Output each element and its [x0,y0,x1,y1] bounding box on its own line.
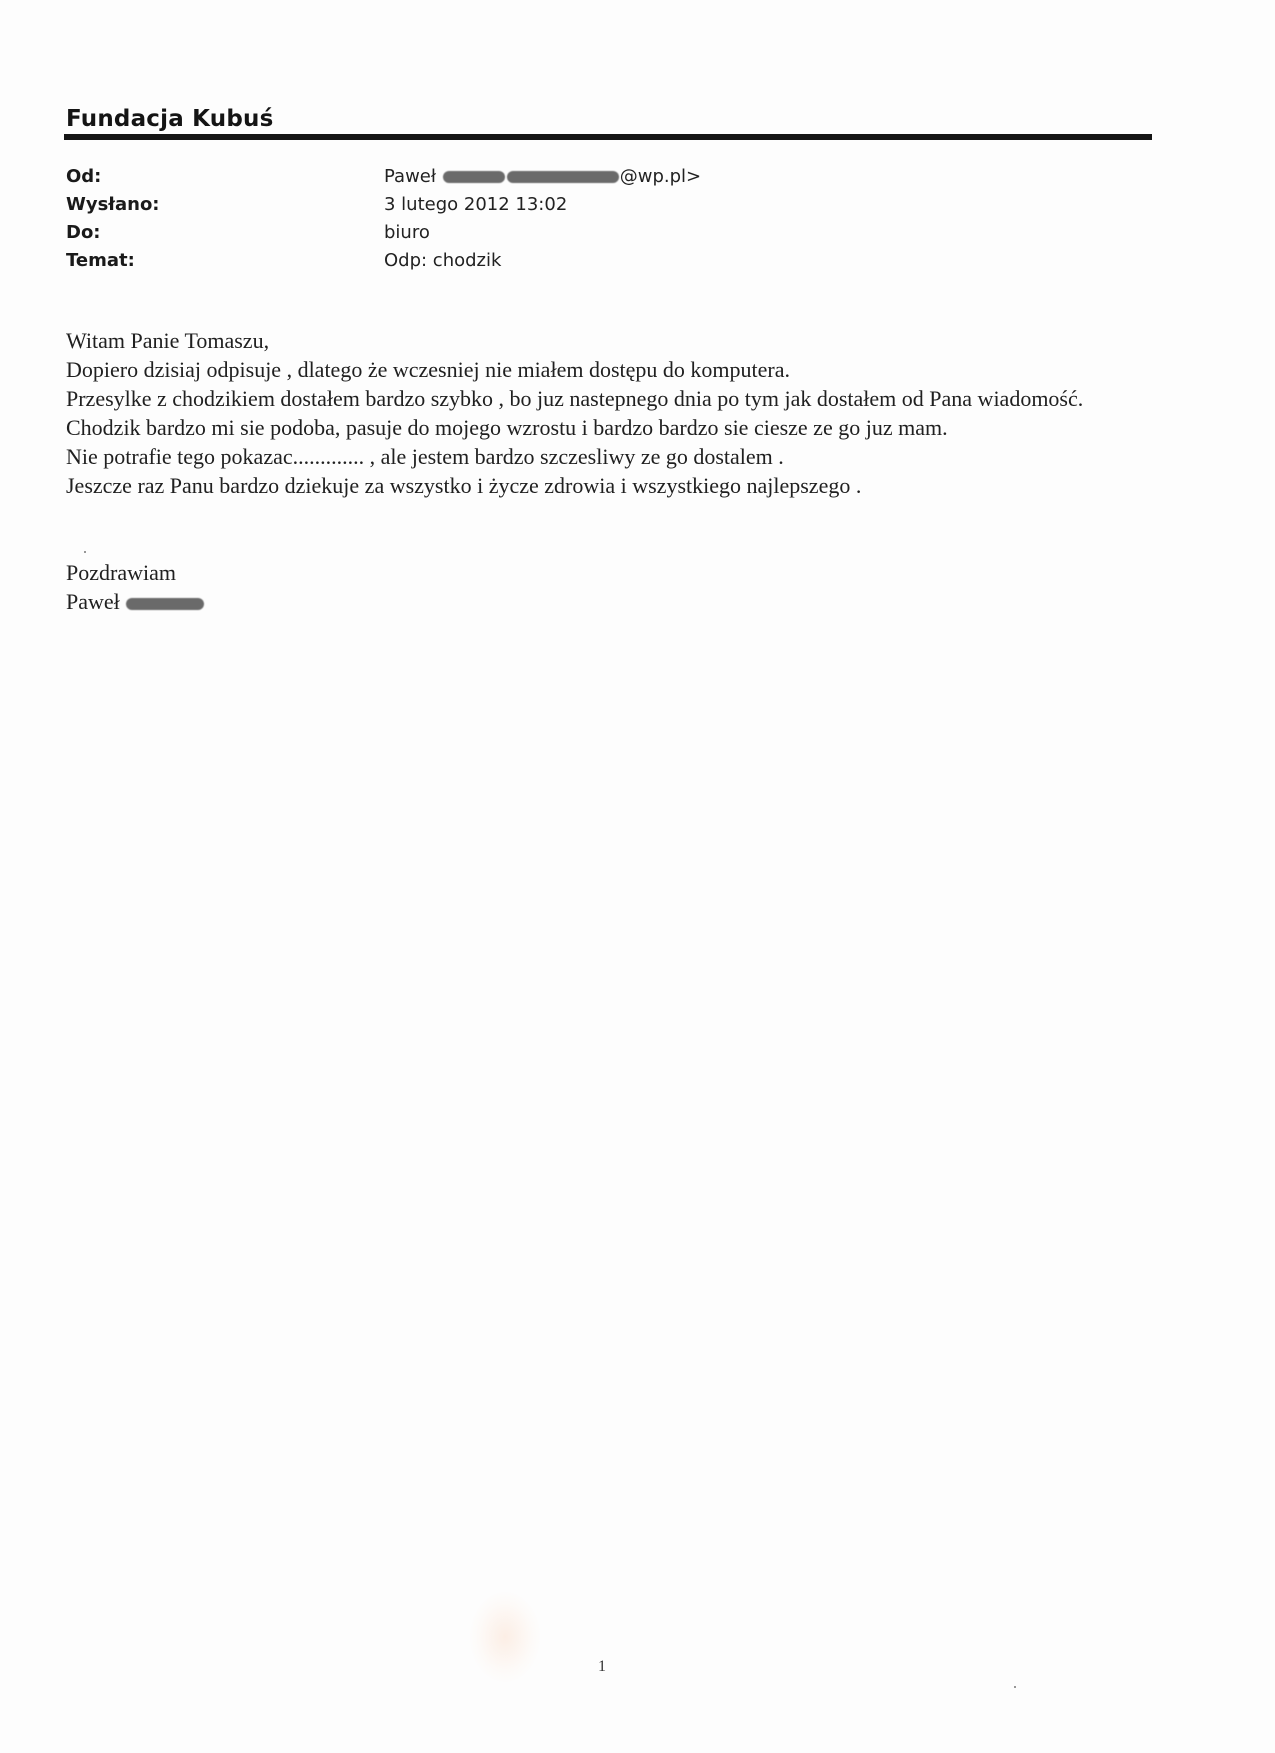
from-label: Od: [66,166,102,187]
signature [66,587,205,616]
greeting: Witam Panie Tomaszu, [66,328,270,353]
page-number: 1 [598,1658,606,1675]
body-line: Jeszcze raz Panu bardzo dziekuje za wszystko i życze zdrowia i wszystkiego najlepszego . [66,473,862,498]
body-line: Dopiero dzisiaj odpisuje , dlatego że wczesniej nie miałem dostępu do komputera. [66,357,790,382]
subject-label: Temat: [66,250,135,271]
body-line: Chodzik bardzo mi sie podoba, pasuje do mojego wzrostu i bardzo bardzo sie ciesze ze go juz mam. [66,415,948,440]
sent-value: 3 lutego 2012 13:02 [384,194,568,215]
scan-speck [84,551,86,553]
subject-value: Odp: chodzik [384,250,502,271]
from-value [384,166,701,187]
body-line: Przesylke z chodzikiem dostałem bardzo szybko , bo juz nastepnego dnia po tym jak dostałem od Pana wiadomość. [66,386,1084,411]
signature-name: Paweł [66,589,120,614]
body-line: Nie potrafie tego pokazac............. , ale jestem bardzo szczesliwy ze go dostalem . [66,444,784,469]
redacted-surname [443,171,505,183]
message-closing [66,558,205,616]
to-label: Do: [66,222,101,243]
to-value: biuro [384,222,430,243]
from-domain: @wp.pl> [619,166,702,187]
regards: Pozdrawiam [66,560,176,585]
redacted-signature-surname [126,598,204,610]
scan-speck [1014,1686,1016,1688]
organization-title: Fundacja Kubuś [66,106,274,132]
header-divider [64,134,1152,140]
sent-label: Wysłano: [66,194,160,215]
message-body [66,326,1146,500]
redacted-email-local-part [507,171,619,183]
paper-stain [470,1592,540,1682]
from-name: Paweł [384,166,436,187]
